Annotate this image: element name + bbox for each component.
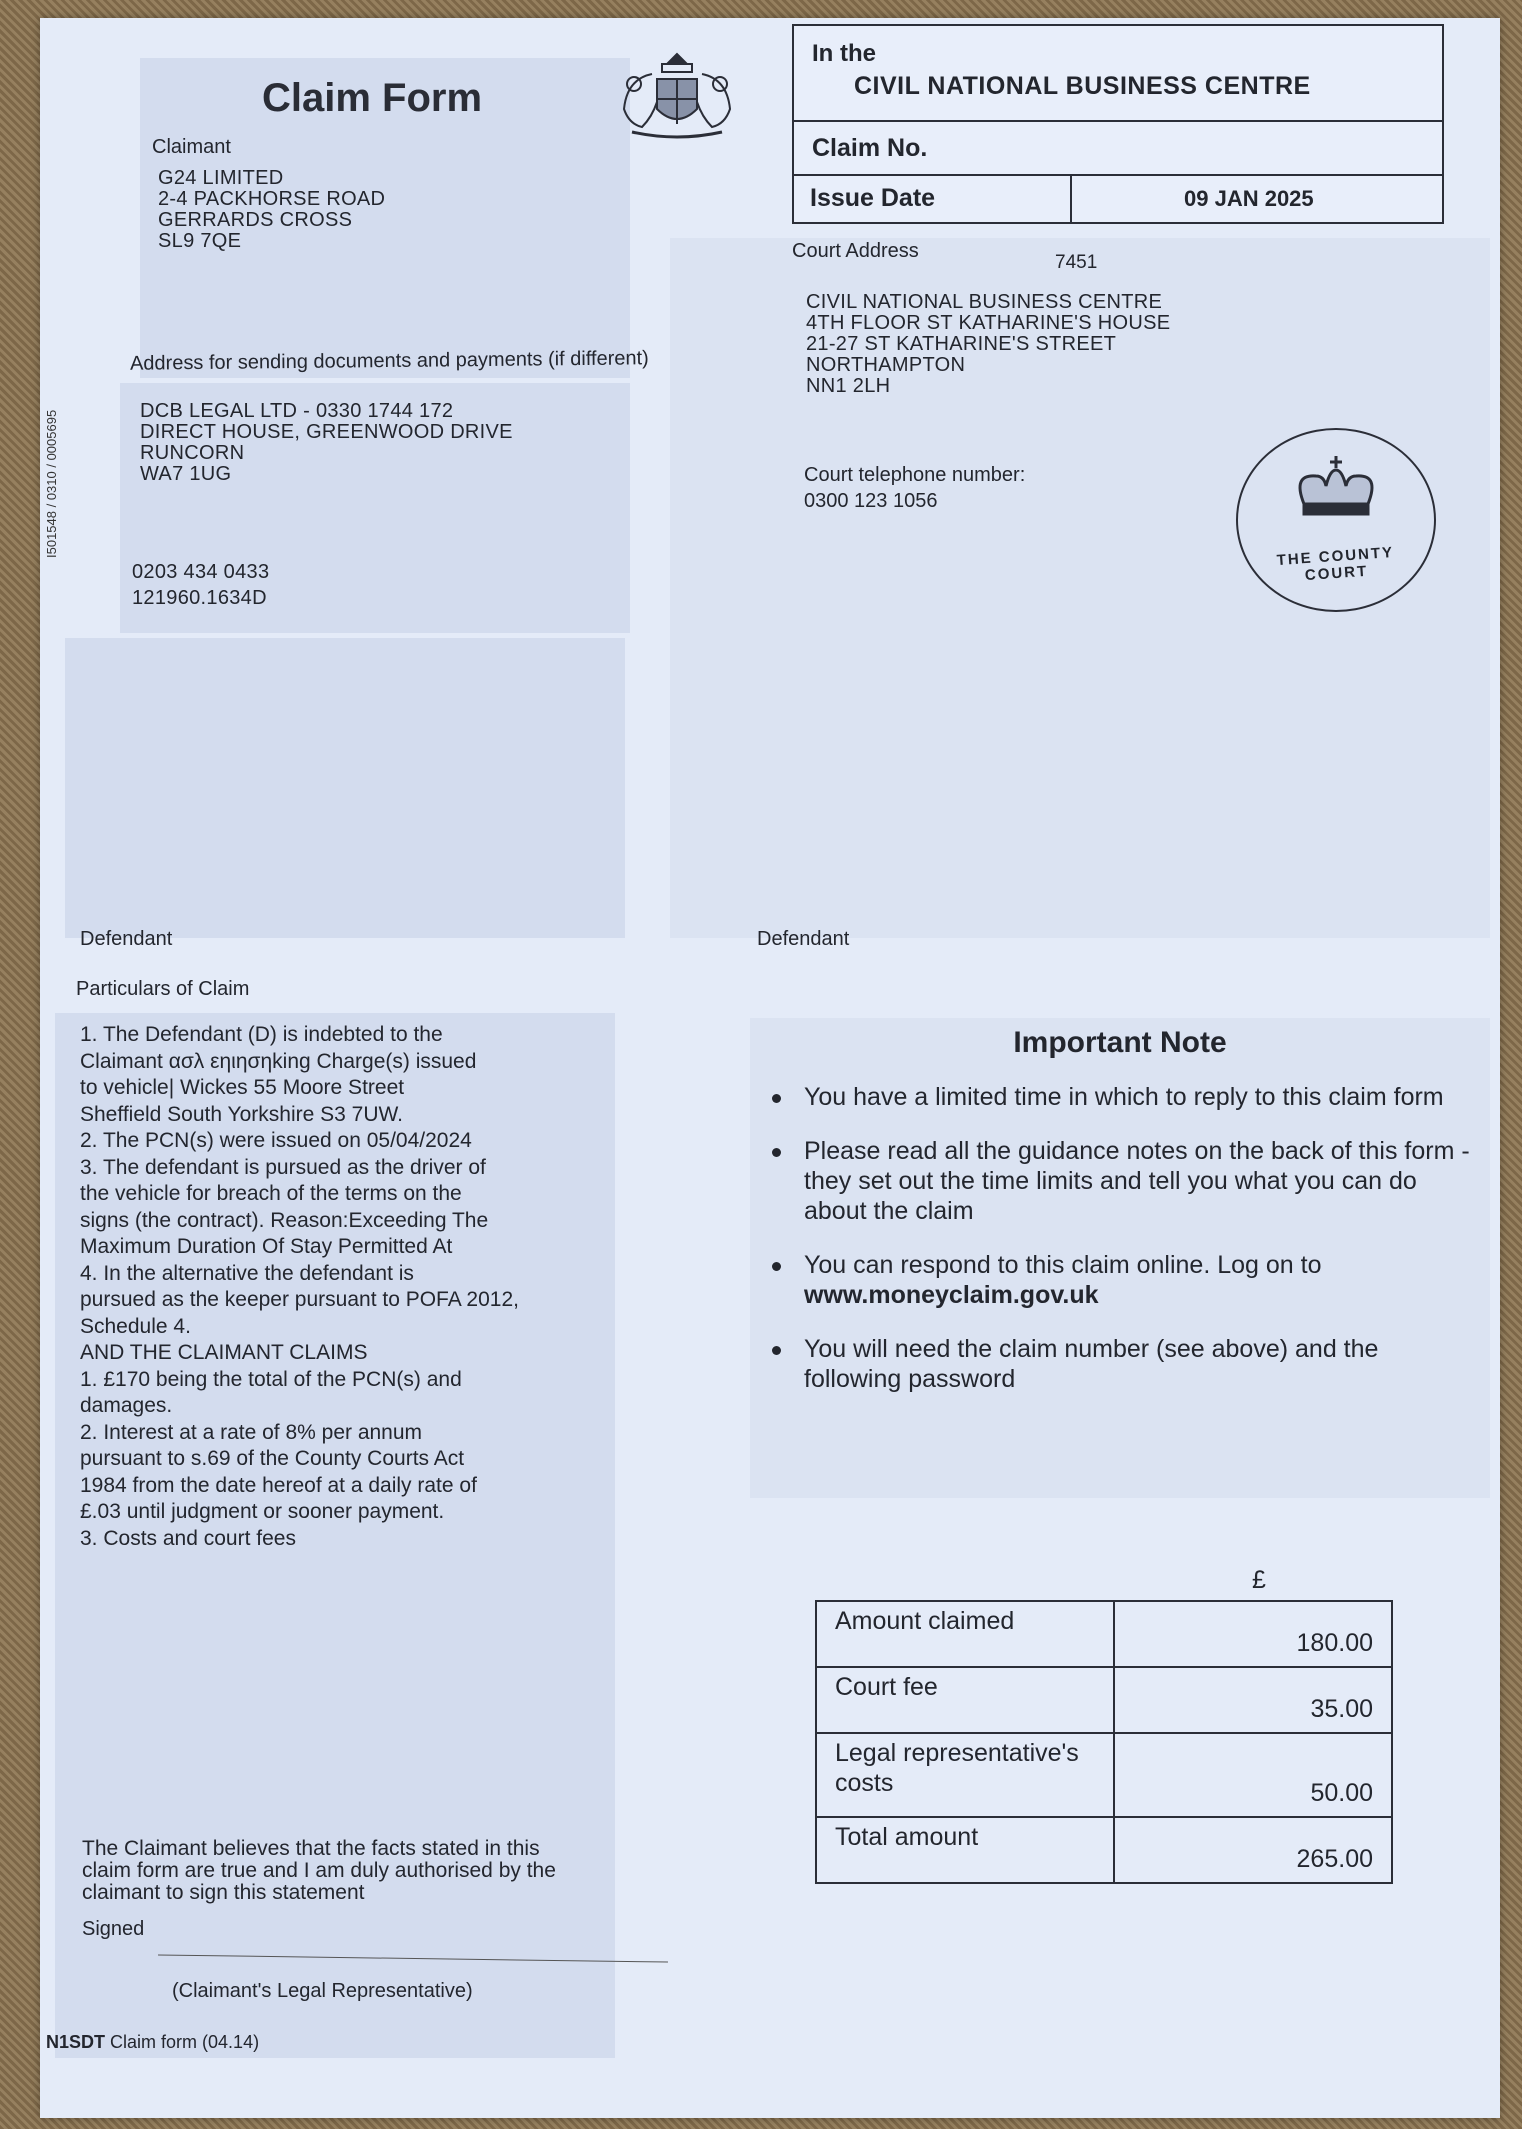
court-address-line: CIVIL NATIONAL BUSINESS CENTRE xyxy=(806,291,1163,313)
signed-label: Signed xyxy=(82,1918,145,1940)
table-row xyxy=(816,1601,1392,1667)
particulars-line: 1. The Defendant (D) is indebted to the xyxy=(80,1023,443,1046)
issue-date-value: 09 JAN 2025 xyxy=(1184,186,1314,211)
service-address-label: Address for sending documents and payments (if different) xyxy=(129,347,649,375)
court-fee-label: Court fee xyxy=(816,1667,1114,1733)
service-address-line: RUNCORN xyxy=(140,442,245,464)
defendant-label-right: Defendant xyxy=(757,928,850,950)
bullet-icon xyxy=(772,1262,781,1271)
note-text: You have a limited time in which to reply to this claim form xyxy=(804,1083,1444,1111)
claim-no-row xyxy=(794,120,1442,176)
service-address xyxy=(140,401,513,485)
claimant-address-line: GERRARDS CROSS xyxy=(158,209,353,231)
important-notes-list xyxy=(762,1082,1472,1418)
particulars-line: pursued as the keeper pursuant to POFA 2012, xyxy=(80,1288,519,1311)
table-row xyxy=(816,1817,1392,1883)
total-amount-label: Total amount xyxy=(816,1817,1114,1883)
amount-claimed-label: Amount claimed xyxy=(816,1601,1114,1667)
royal-coat-of-arms-icon xyxy=(612,44,742,144)
county-court-seal xyxy=(1236,428,1436,612)
particulars-line: Schedule 4. xyxy=(80,1314,191,1338)
court-telephone: 0300 123 1056 xyxy=(804,490,938,512)
legal-costs-value: 50.00 xyxy=(1114,1733,1392,1817)
table-row xyxy=(816,1733,1392,1817)
claimant-label: Claimant xyxy=(152,136,231,158)
particulars-line: 2. The PCN(s) were issued on 05/04/2024 xyxy=(80,1129,472,1152)
form-title: Claim Form xyxy=(262,76,483,120)
side-reference: I501548 / 0310 / 0005695 xyxy=(44,409,59,558)
seal-text: THE COUNTY COURT xyxy=(1276,543,1395,585)
claim-no-label: Claim No. xyxy=(812,134,928,162)
note-item xyxy=(762,1082,1472,1112)
service-reference: 121960.1634D xyxy=(132,587,267,609)
court-address-label: Court Address xyxy=(792,240,919,262)
particulars-line: to vehicle| Wickes 55 Moore Street xyxy=(80,1076,405,1099)
court-address-code: 7451 xyxy=(1055,252,1098,273)
particulars-text xyxy=(80,1022,519,1552)
note-text: You will need the claim number (see above) and the following password xyxy=(804,1335,1379,1393)
particulars-line: 1. £170 being the total of the PCN(s) and xyxy=(80,1367,462,1391)
issue-date-row xyxy=(794,174,1442,222)
note-text: Please read all the guidance notes on the back of this form - they set out the time limits and tell you what you can do about the claim xyxy=(804,1137,1470,1225)
claimant-address-line: 2-4 PACKHORSE ROAD xyxy=(158,188,386,210)
bullet-icon xyxy=(772,1148,781,1157)
court-address-line: 4TH FLOOR ST KATHARINE'S HOUSE xyxy=(806,312,1171,334)
court-telephone-label: Court telephone number: xyxy=(804,464,1026,486)
court-box xyxy=(792,24,1444,224)
service-address-line: WA7 1UG xyxy=(140,463,232,485)
in-the-label: In the xyxy=(812,40,876,67)
particulars-line: Maximum Duration Of Stay Permitted At xyxy=(80,1235,453,1258)
particulars-line: 3. Costs and court fees xyxy=(80,1526,296,1550)
particulars-line: 2. Interest at a rate of 8% per annum xyxy=(80,1420,423,1444)
legal-costs-label: Legal representative's costs xyxy=(816,1733,1114,1817)
note-item xyxy=(762,1334,1472,1394)
defendant-label-left: Defendant xyxy=(80,928,173,950)
note-item xyxy=(762,1136,1472,1226)
court-address xyxy=(806,292,1170,397)
particulars-line: 4. In the alternative the defendant is xyxy=(80,1261,414,1285)
note-item xyxy=(762,1250,1472,1310)
court-fee-value: 35.00 xyxy=(1114,1667,1392,1733)
court-address-line: 21-27 ST KATHARINE'S STREET xyxy=(806,333,1117,355)
issue-date-label: Issue Date xyxy=(810,184,936,212)
moneyclaim-website: www.moneyclaim.gov.uk xyxy=(804,1281,1099,1309)
total-amount-value: 265.00 xyxy=(1114,1817,1392,1883)
footer-code: N1SDT xyxy=(46,2032,106,2052)
court-address-line: NN1 2LH xyxy=(806,375,891,397)
table-row xyxy=(816,1667,1392,1733)
amount-claimed-value: 180.00 xyxy=(1114,1601,1392,1667)
bullet-icon xyxy=(772,1094,781,1103)
amounts-table xyxy=(815,1600,1393,1884)
particulars-line: Sheffield South Yorkshire S3 7UW. xyxy=(80,1102,403,1126)
service-phone: 0203 434 0433 xyxy=(132,561,270,583)
signatory-label: (Claimant's Legal Representative) xyxy=(172,1980,473,2002)
particulars-line: the vehicle for breach of the terms on the xyxy=(80,1182,462,1205)
claimant-address-line: SL9 7QE xyxy=(158,230,242,252)
particulars-line: signs (the contract). Reason:Exceeding The xyxy=(80,1208,489,1232)
particulars-label: Particulars of Claim xyxy=(76,978,250,1000)
particulars-line: AND THE CLAIMANT CLAIMS xyxy=(80,1341,368,1364)
footer-text: Claim form (04.14) xyxy=(110,2032,260,2052)
service-address-line: DCB LEGAL LTD - 0330 1744 172 xyxy=(140,400,454,422)
note-text: You can respond to this claim online. Log on to xyxy=(804,1251,1322,1279)
court-name: CIVIL NATIONAL BUSINESS CENTRE xyxy=(854,72,1311,100)
claimant-address-line: G24 LIMITED xyxy=(158,167,284,189)
particulars-line: £.03 until judgment or sooner payment. xyxy=(80,1500,445,1523)
particulars-line: pursuant to s.69 of the County Courts Act xyxy=(80,1447,465,1470)
particulars-line: damages. xyxy=(80,1394,173,1417)
form-footer xyxy=(46,2032,259,2053)
important-note-title: Important Note xyxy=(1013,1026,1227,1059)
particulars-line: 1984 from the date hereof at a daily rate of xyxy=(80,1473,477,1497)
claimant-address xyxy=(158,168,385,252)
statement-of-truth: The Claimant believes that the facts stated in this claim form are true and I am duly authorised by the claimant to sign this statement xyxy=(82,1837,556,1904)
currency-symbol: £ xyxy=(1252,1566,1266,1594)
defendant-left-panel xyxy=(65,638,625,938)
particulars-line: 3. The defendant is pursued as the driver of xyxy=(80,1155,486,1179)
claim-form-sheet xyxy=(40,18,1500,2118)
crown-icon xyxy=(1290,452,1382,522)
particulars-line: Claimant ασλ εηιησηking Charge(s) issued xyxy=(80,1049,477,1073)
bullet-icon xyxy=(772,1346,781,1355)
issue-date-divider xyxy=(1070,176,1072,222)
court-address-line: NORTHAMPTON xyxy=(806,354,966,376)
service-address-line: DIRECT HOUSE, GREENWOOD DRIVE xyxy=(140,421,513,443)
